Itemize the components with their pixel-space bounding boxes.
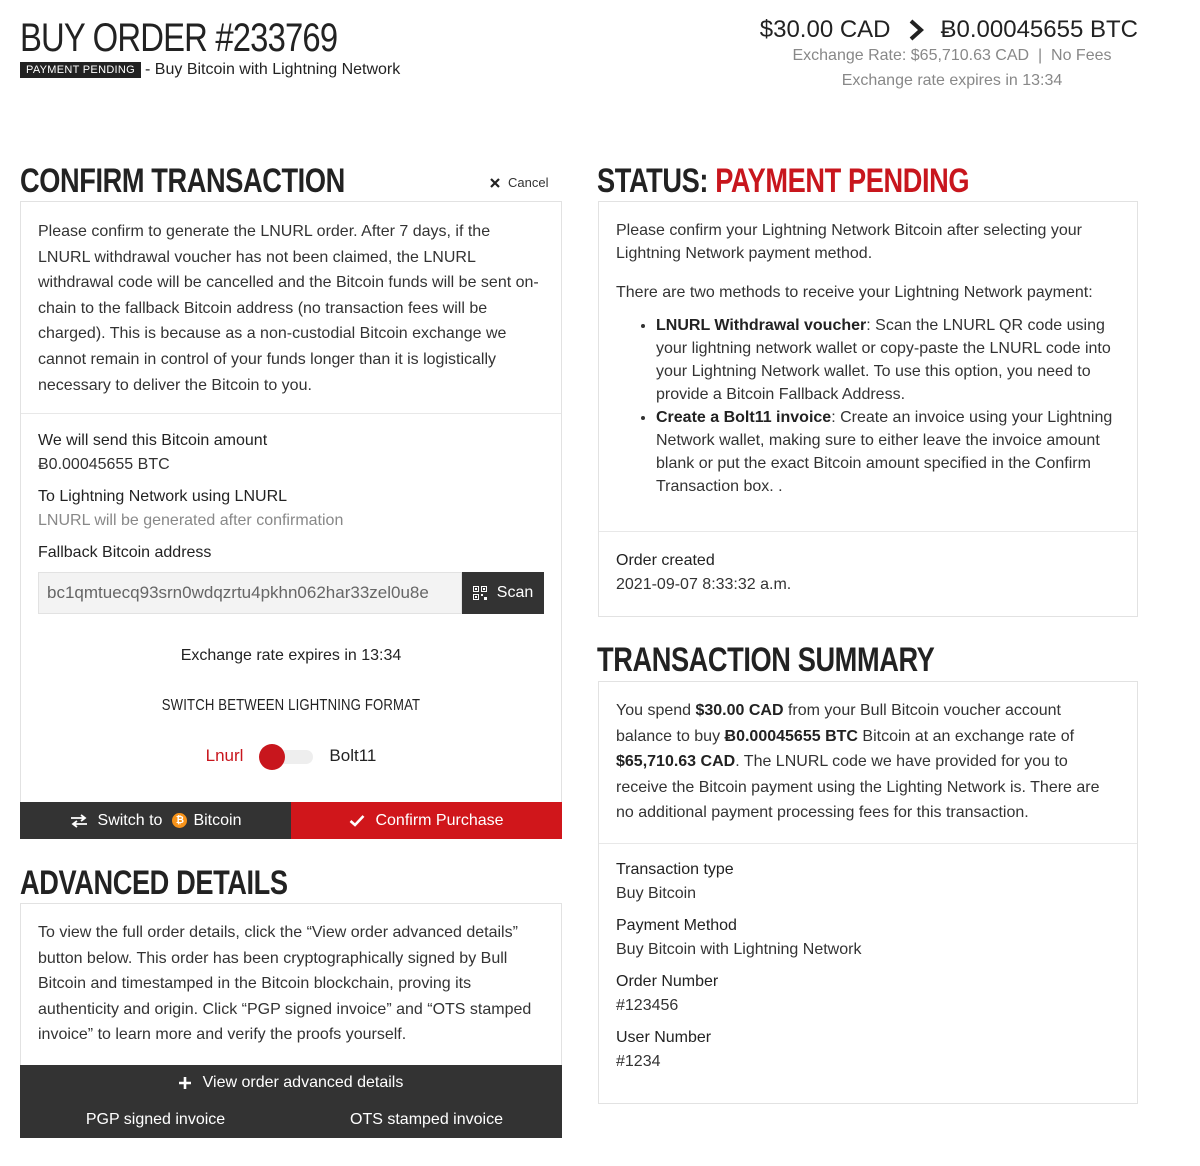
destination-label: To Lightning Network using LNURL	[38, 488, 288, 505]
plus-icon	[179, 1077, 191, 1089]
status-info-section	[599, 202, 1137, 532]
order-created-section	[599, 532, 1137, 610]
method-lnurl-text: : Scan the LNURL QR code using your lightning network wallet or copy-paste the LNURL code into your Lightning Network wallet. To use this option, you need to provide a Bitcoin Fallback Address.	[656, 317, 1111, 403]
summary-details-section	[599, 844, 1137, 1071]
confirm-intro-section	[21, 202, 561, 414]
fallback-address-row	[38, 572, 544, 614]
rate-expiry: Exchange rate expires in 13:34	[841, 72, 1063, 89]
summary-t3: Bitcoin at an exchange rate of	[857, 727, 1075, 745]
checkmark-icon	[349, 814, 365, 827]
method-lnurl	[656, 314, 1120, 406]
method-bolt11-text: : Create an invoice using your Lightning Network wallet, making sure to either leave the invoice amount blank or put the exact Bitcoin amount specified in the Confirm Transaction box. .	[656, 409, 1113, 495]
fees-text: No Fees	[1051, 47, 1112, 64]
advanced-details-panel	[20, 903, 562, 1066]
swap-arrows-icon	[70, 814, 88, 828]
status-heading-prefix: STATUS:	[597, 162, 709, 200]
user-number-value: #1234	[616, 1053, 661, 1070]
status-heading	[597, 162, 969, 201]
confirm-transaction-panel	[20, 201, 562, 803]
cancel-label: Cancel	[508, 175, 549, 190]
confirm-purchase-button[interactable]	[291, 802, 562, 839]
ots-stamped-invoice-link[interactable]: OTS stamped invoice	[350, 1111, 503, 1128]
toggle-knob	[259, 744, 285, 770]
confirm-actions-bar	[20, 802, 562, 839]
pgp-signed-invoice-link[interactable]: PGP signed invoice	[85, 1111, 226, 1128]
order-title: BUY ORDER #233769	[20, 16, 338, 60]
bitcoin-icon: ₿	[172, 813, 187, 828]
amount-conversion	[760, 16, 1138, 44]
rate-separator: |	[1037, 47, 1043, 64]
method-bolt11-title: Create a Bolt11 invoice	[656, 409, 832, 426]
confirm-transaction-heading: CONFIRM TRANSACTION	[20, 162, 345, 200]
fallback-address-label: Fallback Bitcoin address	[38, 544, 212, 561]
switch-btn-prefix: Switch to	[97, 811, 163, 829]
switch-btn-suffix: Bitcoin	[193, 811, 242, 829]
confirm-details-section	[21, 414, 561, 768]
scan-button[interactable]	[462, 572, 544, 614]
send-amount-label: We will send this Bitcoin amount	[38, 432, 268, 449]
view-advanced-details-label: View order advanced details	[202, 1074, 404, 1091]
order-created-value: 2021-09-07 8:33:32 a.m.	[616, 576, 792, 593]
fiat-amount: $30.00 CAD	[759, 16, 891, 43]
payment-method-value: Buy Bitcoin with Lightning Network	[616, 941, 862, 958]
method-lnurl-title: LNURL Withdrawal voucher	[656, 317, 867, 334]
fallback-address-input[interactable]: bc1qmtuecq93srn0wdqzrtu4pkhn062har33zel0u8e	[38, 572, 462, 614]
confirm-rate-expiry: Exchange rate expires in 13:34	[180, 647, 402, 664]
summary-rate: $65,710.63 CAD	[616, 753, 736, 771]
status-panel	[598, 201, 1138, 617]
transaction-type-value: Buy Bitcoin	[616, 885, 697, 902]
method-bolt11	[656, 406, 1120, 498]
order-subtitle	[20, 61, 400, 79]
summary-text-section	[599, 682, 1137, 844]
cancel-button[interactable]	[490, 175, 548, 190]
qr-code-icon	[473, 586, 487, 600]
advanced-details-heading: ADVANCED DETAILS	[20, 864, 288, 902]
confirm-intro-text: Please confirm to generate the LNURL order. After 7 days, if the LNURL withdrawal voucher has not been claimed, the LNURL withdrawal code will be cancelled and the Bitcoin funds will be sent on-chain to the fallback Bitcoin address (no transaction fees will be charged). This is because as a non-custodial Bitcoin exchange we cannot remain in control of your funds longer than it is logistically necessary to deliver the Bitcoin to you.	[38, 223, 539, 394]
summary-t2: from your Bull Bitcoin voucher account balance to buy	[616, 702, 1061, 745]
order-method: - Buy Bitcoin with Lightning Network	[145, 61, 401, 78]
summary-fiat: $30.00 CAD	[695, 702, 784, 719]
view-advanced-details-button[interactable]	[20, 1074, 562, 1092]
status-badge: PAYMENT PENDING	[20, 62, 141, 78]
toggle-option-bolt11[interactable]: Bolt11	[329, 746, 377, 765]
advanced-details-text: To view the full order details, click the “View order advanced details” button below. This order has been cryptographically signed by Bull Bitcoin and timestamped in the Bitcoin blockchain, proving its authenticity and origin. Click “PGP signed invoice” and “OTS stamped invoice” to learn more and verify the proofs yourself.	[38, 924, 532, 1044]
status-paragraph-1: Please confirm your Lightning Network Bitcoin after selecting your Lightning Network payment method.	[616, 222, 1082, 262]
lightning-format-toggle[interactable]	[259, 744, 313, 768]
exchange-rate: Exchange Rate: $65,710.63 CAD	[792, 47, 1030, 64]
lightning-format-toggle-row	[38, 744, 544, 768]
user-number-label: User Number	[616, 1029, 712, 1046]
status-paragraph-2: There are two methods to receive your Lightning Network payment:	[616, 284, 1093, 301]
transaction-summary-panel	[598, 681, 1138, 1104]
summary-t4: . The LNURL code we have provided for you to receive the Bitcoin payment using the Lighting Network is. There are no additional payment processing fees for this transaction.	[616, 753, 1100, 822]
close-icon	[490, 178, 500, 188]
transaction-summary-heading: TRANSACTION SUMMARY	[597, 641, 935, 679]
payment-methods-list	[616, 314, 1120, 498]
btc-amount: Ƀ0.00045655 BTC	[940, 16, 1138, 43]
exchange-rate-line	[760, 47, 1144, 65]
switch-to-bitcoin-button[interactable]	[20, 802, 291, 839]
transaction-type-label: Transaction type	[616, 861, 734, 878]
summary-btc: Ƀ0.00045655 BTC	[724, 727, 858, 745]
scan-label: Scan	[496, 584, 534, 601]
payment-method-label: Payment Method	[616, 917, 737, 934]
chevron-right-icon	[905, 18, 927, 42]
status-heading-value: PAYMENT PENDING	[715, 162, 970, 200]
summary-t1: You spend	[616, 702, 696, 719]
advanced-actions-bar	[20, 1065, 562, 1138]
order-created-label: Order created	[616, 552, 715, 569]
toggle-option-lnurl[interactable]: Lnurl	[205, 746, 244, 765]
confirm-purchase-label: Confirm Purchase	[375, 811, 504, 829]
summary-text	[616, 698, 1120, 826]
order-number-value: #123456	[616, 997, 679, 1014]
destination-value: LNURL will be generated after confirmation	[38, 512, 344, 529]
advanced-details-section	[21, 904, 561, 1064]
send-amount-value: Ƀ0.00045655 BTC	[38, 456, 170, 473]
order-number-label: Order Number	[616, 973, 719, 990]
switch-format-title: SWITCH BETWEEN LIGHTNING FORMAT	[161, 697, 421, 714]
